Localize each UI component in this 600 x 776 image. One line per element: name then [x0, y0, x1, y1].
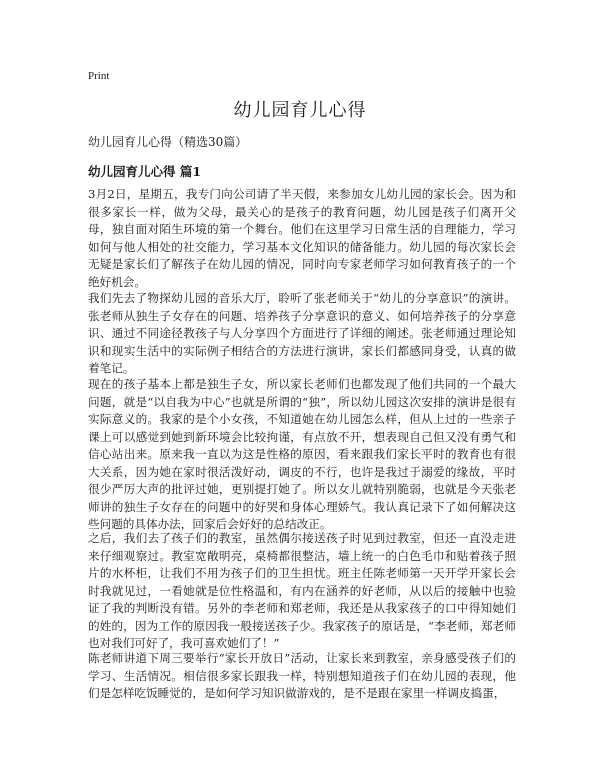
section-heading: 幼儿园育儿心得 篇1	[88, 164, 202, 179]
paragraph-3: 现在的孩子基本上都是独生子女，所以家长老师们也都发现了他们共同的一个最大问题，就是“以自我为中心”也就是所谓的“独”，所以幼儿园这次安排的演讲是很有实际意义的。我家的是个小女孩，不知道她在幼儿园怎么样，但从上过的一些亲子课上可以感觉到她到新环境会比较拘谨，有点放不开，想表现自己但又没有勇气和信心站出来。原来我一直以为这是性格的原因，看来跟我们家长平时的教育也有很大关系，因为她在家时很活泼好动，调皮的不行，也许是我过于溺爱的缘故，平时很少严厉大声的批评过她，更别提打她了。所以女儿就特别脆弱，也就是今天张老师讲的独生子女存在的问题中的好哭和身体心理娇气。我认真记录下了如何解决这些问题的具体办法，回家后会好好的总结改正。	[88, 377, 516, 531]
page-title: 幼儿园育儿心得	[233, 100, 367, 121]
paragraph-2: 我们先去了物探幼儿园的音乐大厅，聆听了张老师关于“幼儿的分享意识”的演讲。张老师从独生子女存在的问题、培养孩子分享意识的意义、如何培养孩子的分享意识、通过不同途径教孩子与人分享四个方面进行了详细的阐述。张老师通过理论知识和现实生活中的实际例子相结合的方法进行演讲，家长们都感同身受，认真的做着笔记。	[88, 291, 516, 375]
document-subtitle: 幼儿园育儿心得（精选30篇）	[88, 135, 248, 149]
print-link[interactable]: Print	[88, 70, 110, 82]
paragraph-1: 3月2日，星期五，我专门向公司请了半天假，来参加女儿幼儿园的家长会。因为和很多家长一样，做为父母，最关心的是孩子的教育问题，幼儿园是孩子们离开父母，独自面对陌生环境的第一个舞台。他们在这里学习日常生活的自理能力，学习如何与他人相处的社交能力，学习基本文化知识的储备能力。幼儿园的每次家长会无疑是家长们了解孩子在幼儿园的情况，同时向专家老师学习如何教育孩子的一个绝好机会。	[88, 187, 516, 289]
paragraph-5: 陈老师讲道下周三要举行“家长开放日”活动，让家长来到教室，亲身感受孩子们的学习、生活情况。相信很多家长跟我一样，特别想知道孩子们在幼儿园的表现，他们是怎样吃饭睡觉的，是如何学习知识做游戏的，是不是跟在家里一样调皮捣蛋，	[88, 651, 516, 700]
paragraph-4: 之后，我们去了孩子们的教室，虽然偶尔接送孩子时见到过教室，但还一直没走进来仔细观察过。教室宽敞明亮，桌椅都很整洁，墙上统一的白色毛巾和贴着孩子照片的水杯柜，让我们不用为孩子们的卫生担忧。班主任陈老师第一天开学开家长会时我就见过，一看她就是位性格温和，有内在涵养的好老师，从以后的接触中也验证了我的判断没有错。另外的李老师和郑老师，我还是从我家孩子的口中得知她们的姓的，因为工作的原因我一般接送孩子少。我家孩子的原话是，“李老师，郑老师也对我们可好了，我可喜欢她们了！”	[88, 531, 516, 650]
